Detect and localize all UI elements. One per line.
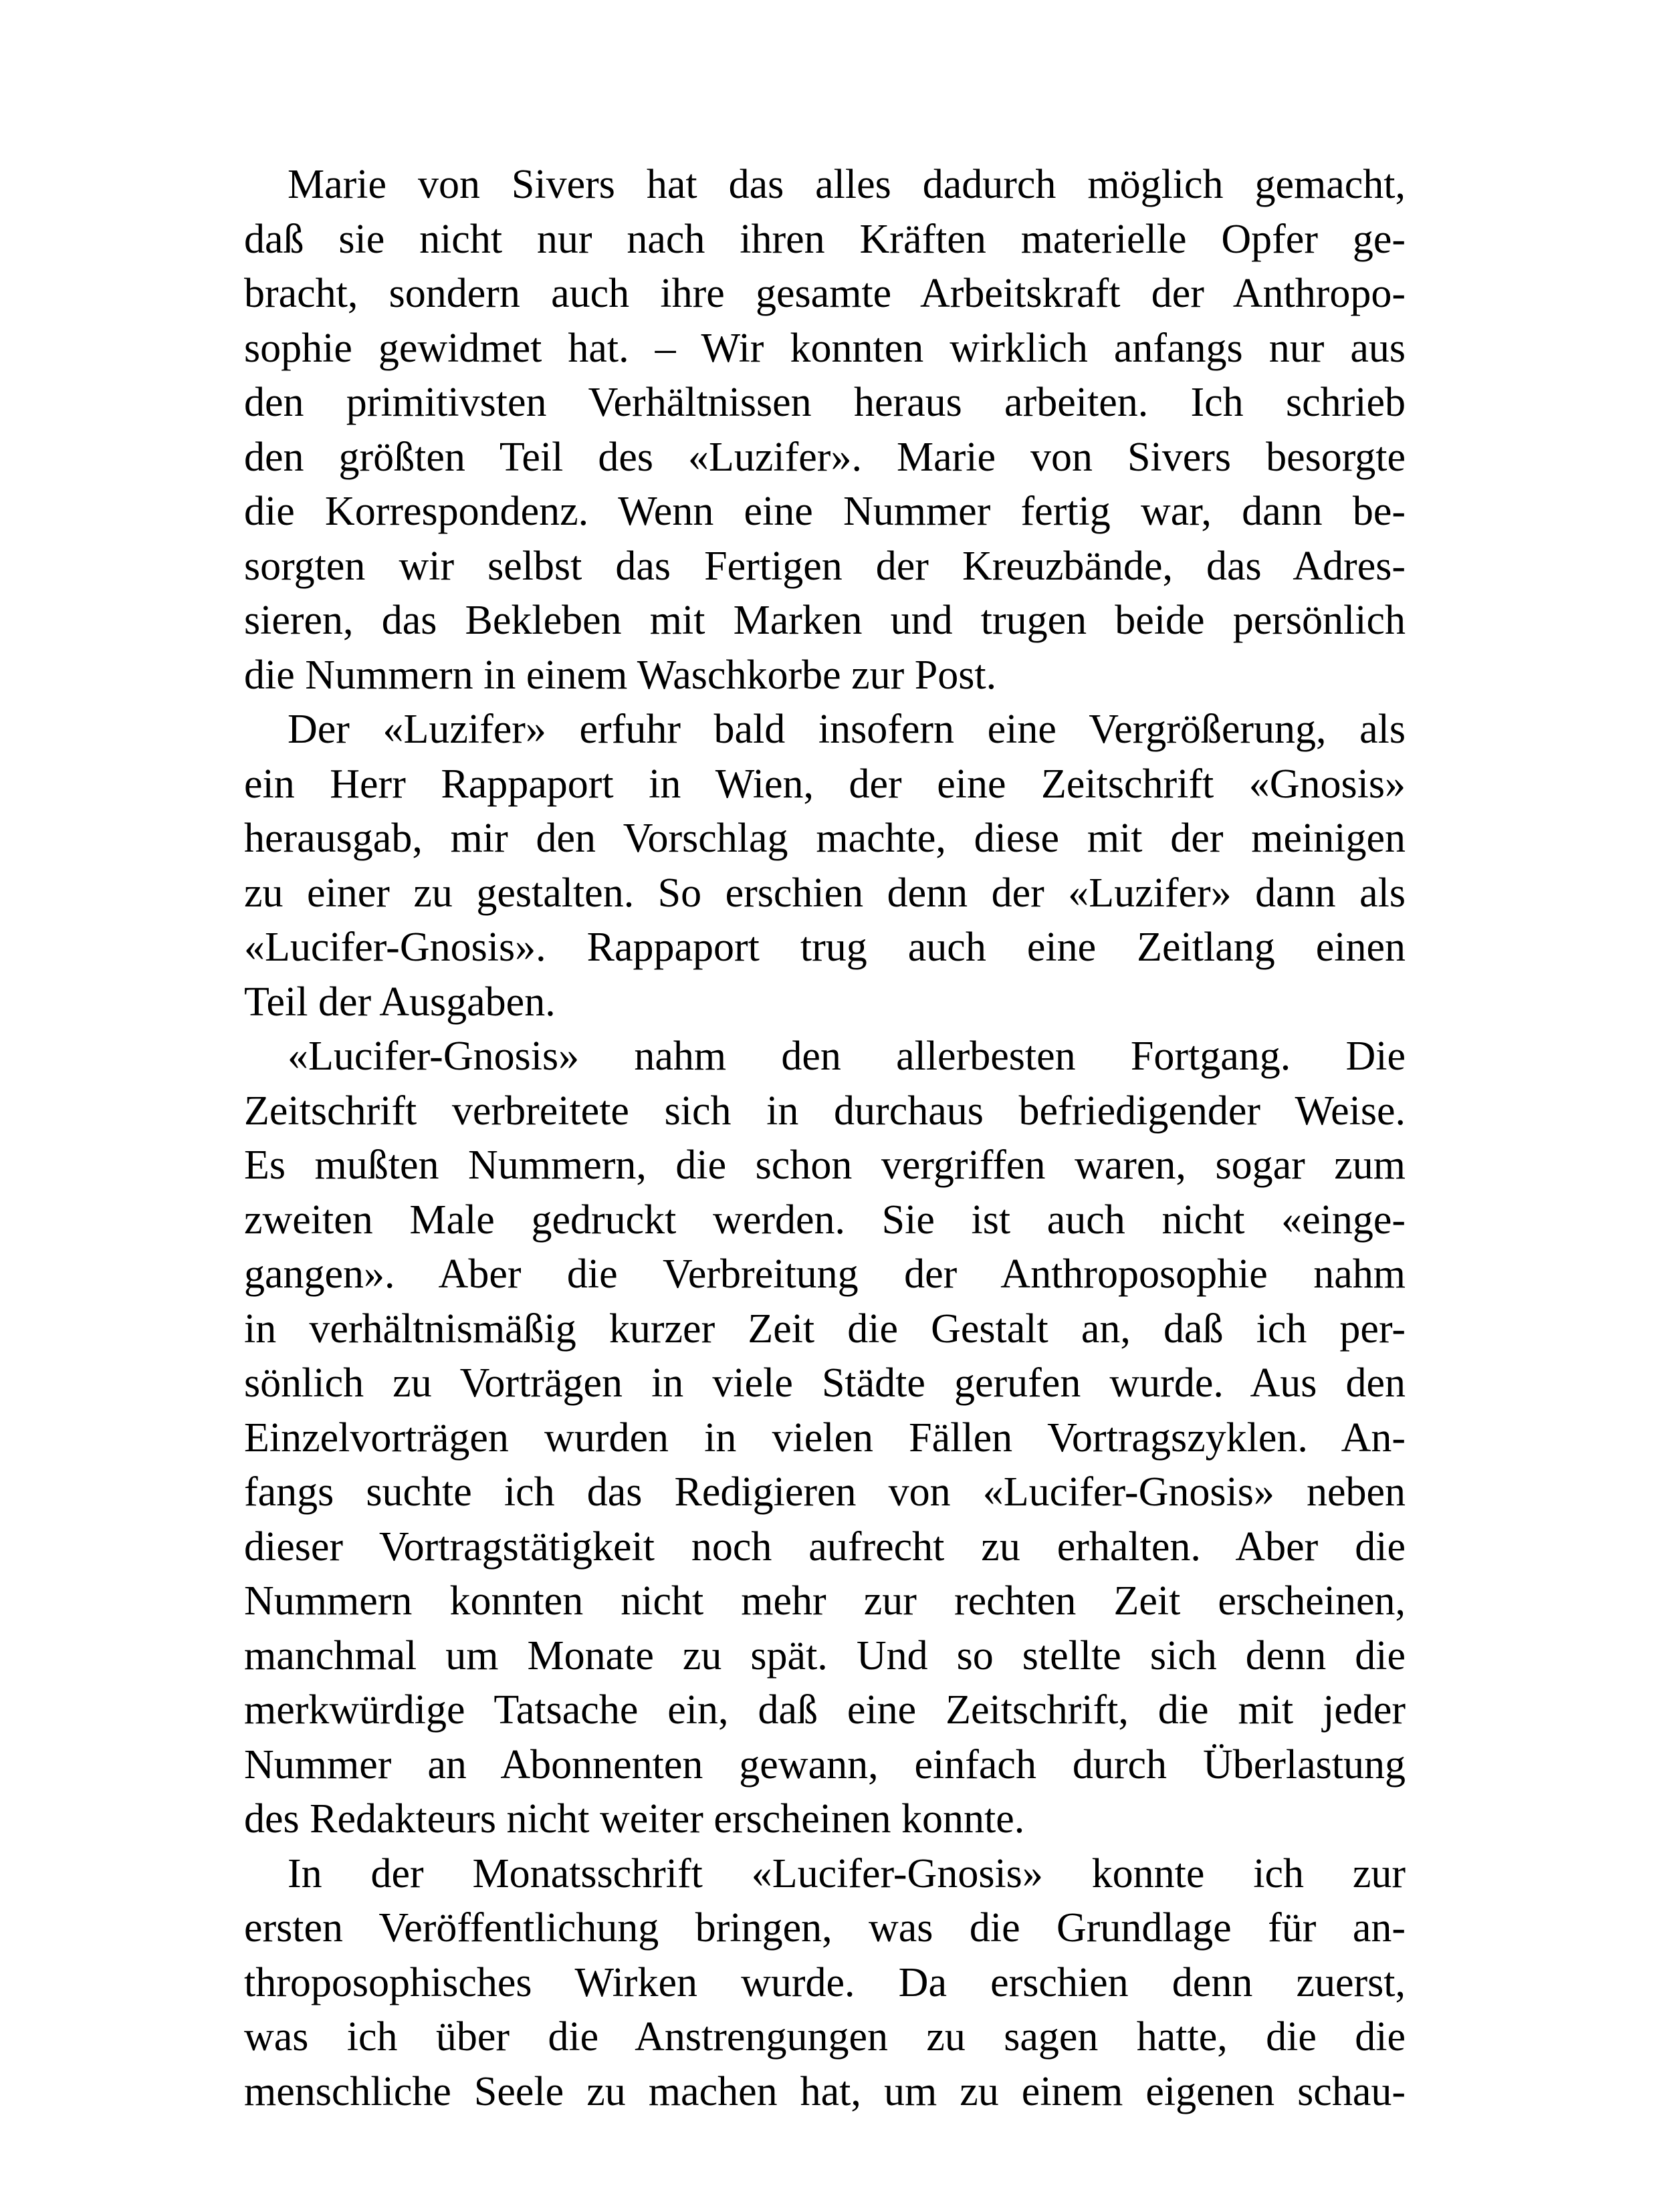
text-line: manchmal um Monate zu spät. Und so stellte sich denn die: [244, 1632, 1406, 1679]
text-line: In der Monatsschrift «Lucifer-Gnosis» konnte ich zur: [288, 1850, 1406, 1896]
text-line: Marie von Sivers hat das alles dadurch möglich gemacht,: [288, 162, 1406, 207]
text-line: herausgab, mir den Vorschlag machte, diese mit der meinigen: [244, 816, 1406, 861]
text-line: Es mußten Nummern, die schon vergriffen waren, sogar zum: [244, 1142, 1406, 1188]
text-line: sönlich zu Vorträgen in viele Städte gerufen wurde. Aus den: [244, 1360, 1406, 1406]
body-text: [244, 158, 1406, 2119]
text-line: bracht, sondern auch ihre gesamte Arbeitskraft der Anthropo-: [244, 271, 1406, 316]
text-line: des Redakteurs nicht weiter erscheinen konnte.: [244, 1796, 1025, 1842]
text-line: sophie gewidmet hat. – Wir konnten wirklich anfangs nur aus: [244, 325, 1406, 371]
text-line: Nummer an Abonnenten gewann, einfach durch Überlastung: [244, 1741, 1406, 1788]
text-line: «Lucifer-Gnosis». Rappaport trug auch eine Zeitlang einen: [244, 925, 1406, 970]
text-line: Zeitschrift verbreitete sich in durchaus befriedigender Weise.: [244, 1088, 1406, 1134]
text-line: daß sie nicht nur nach ihren Kräften materielle Opfer ge-: [244, 216, 1406, 262]
text-line: menschliche Seele zu machen hat, um zu einem eigenen schau-: [244, 2068, 1406, 2114]
paragraph: [244, 158, 1406, 703]
text-line: ersten Veröffentlichung bringen, was die Grundlage für an-: [244, 1905, 1406, 1951]
paragraph: [244, 1029, 1406, 1847]
text-line: in verhältnismäßig kurzer Zeit die Gestalt an, daß ich per-: [244, 1306, 1406, 1352]
text-line: die Nummern in einem Waschkorbe zur Post.: [244, 652, 997, 698]
text-line: ein Herr Rappaport in Wien, der eine Zeitschrift «Gnosis»: [244, 761, 1406, 807]
text-line: den größten Teil des «Luzifer». Marie von Sivers besorgte: [244, 434, 1406, 480]
text-line: gangen». Aber die Verbreitung der Anthroposophie nahm: [244, 1251, 1406, 1297]
text-line: dieser Vortragstätigkeit noch aufrecht zu erhalten. Aber die: [244, 1523, 1406, 1570]
text-line: sieren, das Bekleben mit Marken und trugen beide persönlich: [244, 598, 1406, 643]
text-line: zweiten Male gedruckt werden. Sie ist auch nicht «einge-: [244, 1197, 1406, 1243]
text-line: throposophisches Wirken wurde. Da erschien denn zuerst,: [244, 1959, 1406, 2005]
text-line: zu einer zu gestalten. So erschien denn der «Luzifer» dann als: [244, 870, 1406, 916]
text-line: was ich über die Anstrengungen zu sagen hatte, die die: [244, 2014, 1406, 2060]
text-line: Einzelvorträgen wurden in vielen Fällen Vortragszyklen. An-: [244, 1415, 1406, 1461]
text-line: den primitivsten Verhältnissen heraus arbeiten. Ich schrieb: [244, 380, 1406, 425]
paragraph: [244, 1847, 1406, 2120]
text-line: fangs suchte ich das Redigieren von «Lucifer-Gnosis» neben: [244, 1469, 1406, 1515]
text-line: Der «Luzifer» erfuhr bald insofern eine Vergrößerung, als: [288, 707, 1406, 752]
text-line: sorgten wir selbst das Fertigen der Kreuzbände, das Adres-: [244, 543, 1406, 589]
text-line: die Korrespondenz. Wenn eine Nummer fertig war, dann be-: [244, 489, 1406, 534]
text-line: merkwürdige Tatsache ein, daß eine Zeitschrift, die mit jeder: [244, 1687, 1406, 1733]
text-line: Nummern konnten nicht mehr zur rechten Zeit erscheinen,: [244, 1578, 1406, 1624]
text-line: «Lucifer-Gnosis» nahm den allerbesten Fortgang. Die: [288, 1033, 1406, 1079]
paragraph: [244, 703, 1406, 1029]
text-line: Teil der Ausgaben.: [244, 979, 556, 1025]
